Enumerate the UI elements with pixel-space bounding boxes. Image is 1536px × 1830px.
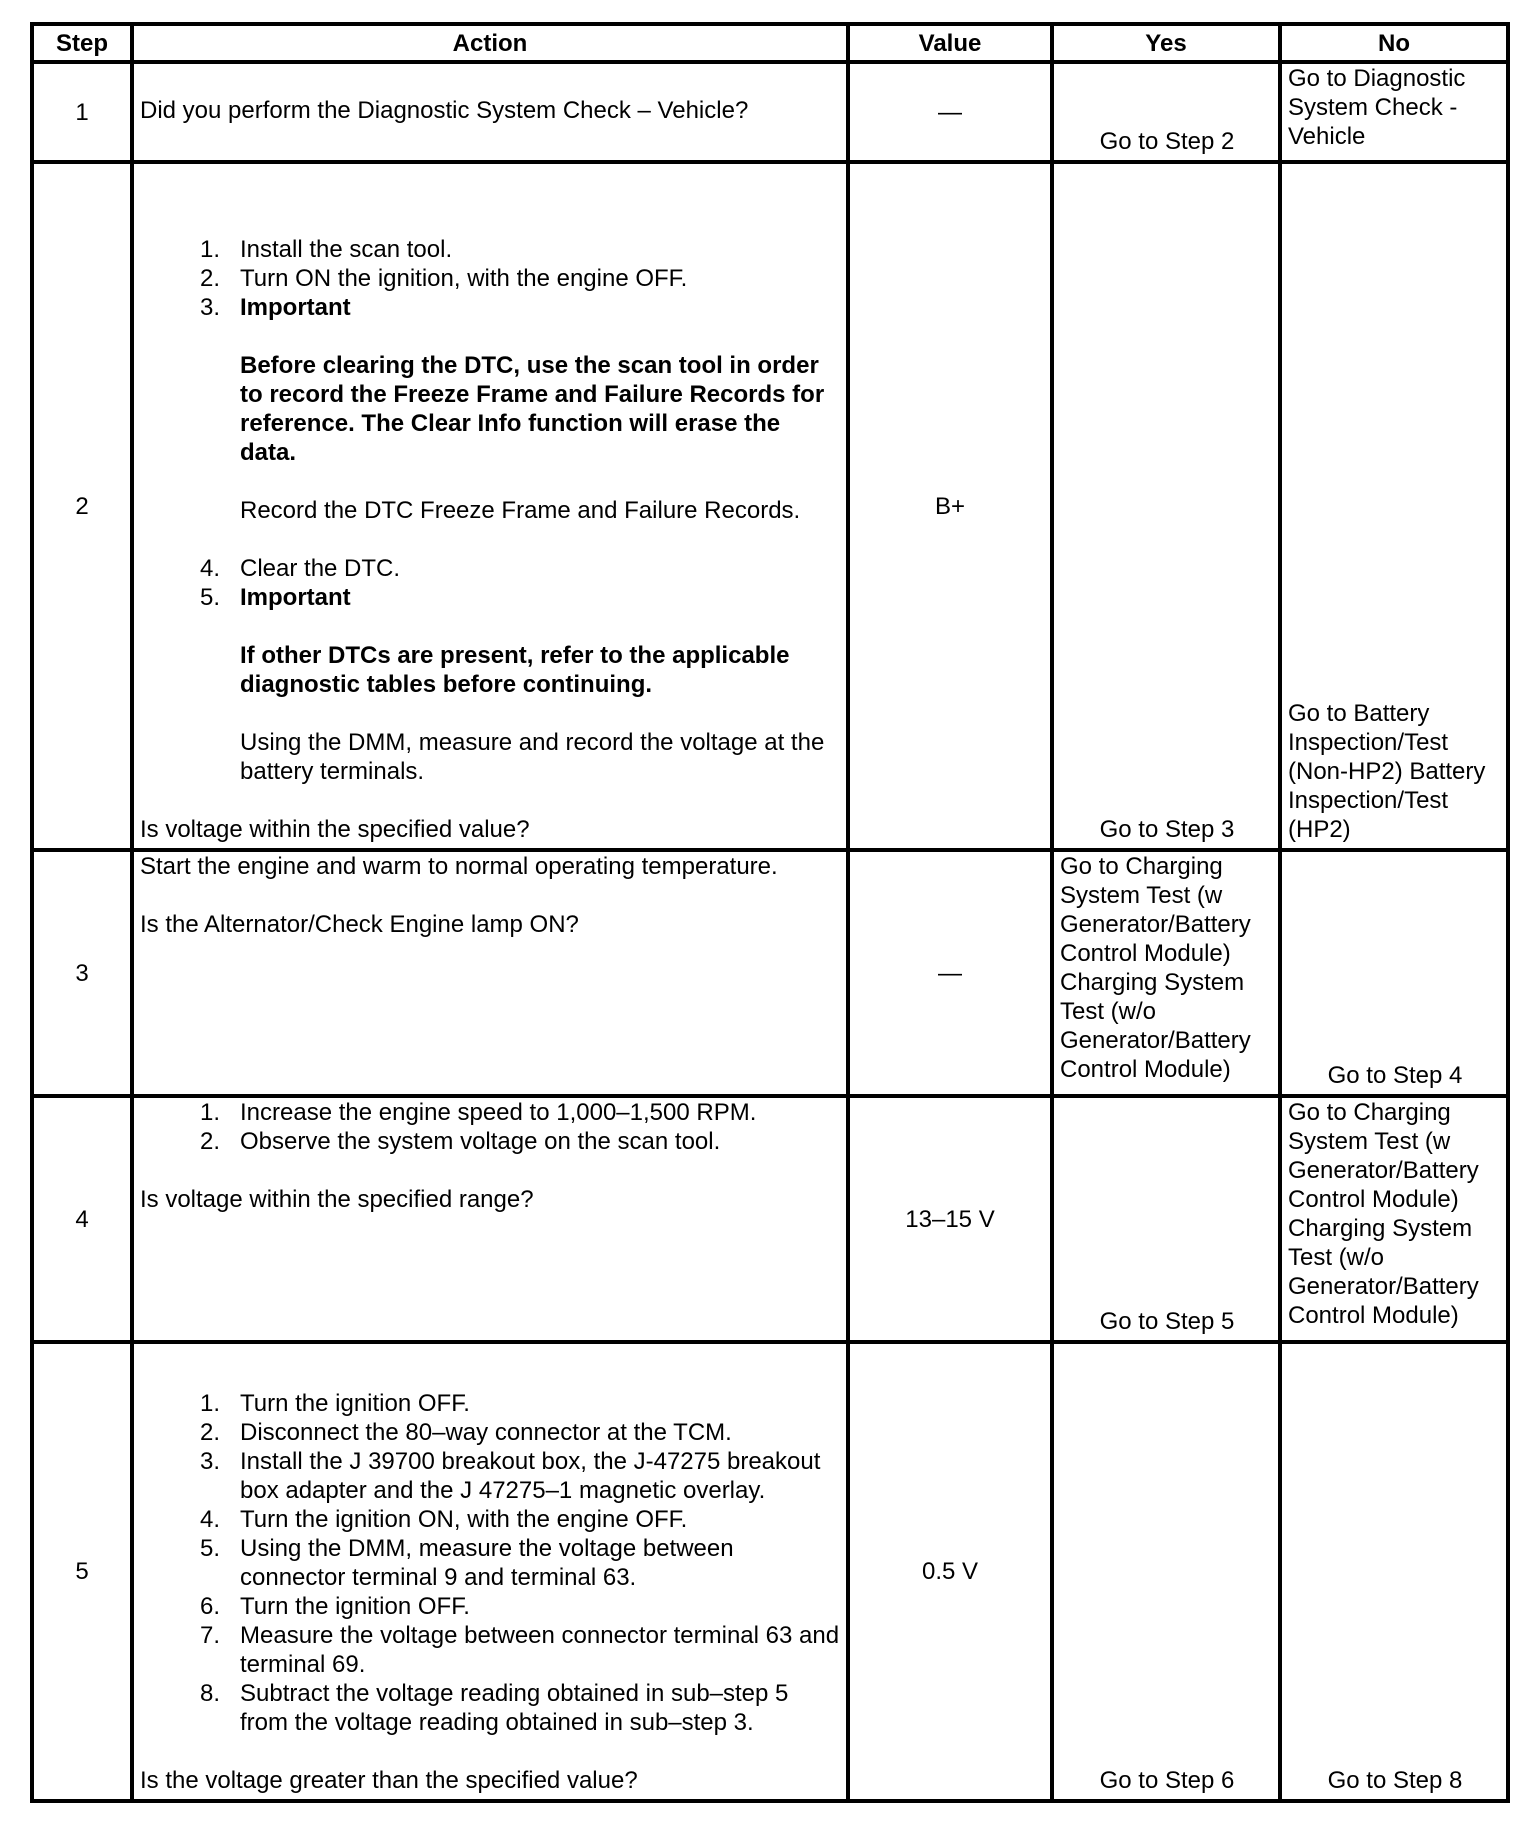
instruction-note: Record the DTC Freeze Frame and Failure Records. — [240, 497, 801, 524]
list-item: 2. Observe the system voltage on the scan tool. — [199, 1128, 721, 1155]
value-cell: — — [850, 64, 1054, 164]
action-list — [140, 1098, 842, 1156]
no-cell: Go to Step 4 — [1282, 852, 1510, 1098]
action-question: Is the voltage greater than the specified value? — [140, 1767, 638, 1794]
value-cell: — — [850, 852, 1054, 1098]
yes-cell: Go to Charging System Test (w Generator/Battery Control Module) Charging System Test (w/o Generator/Battery Control Module) — [1054, 852, 1282, 1098]
header-step: Step — [34, 26, 134, 64]
action-list — [140, 235, 842, 322]
list-item: 2. Turn ON the ignition, with the engine OFF. — [199, 265, 688, 292]
list-item: 8. Subtract the voltage reading obtained in sub–step 5 from the voltage reading obtained in sub–step 3. — [199, 1680, 789, 1736]
no-cell: Go to Battery Inspection/Test (Non-HP2) Battery Inspection/Test (HP2) — [1282, 164, 1510, 852]
yes-cell: Go to Step 2 — [1054, 64, 1282, 164]
table-row-step-5 — [34, 1344, 1510, 1803]
step-number: 3 — [34, 852, 134, 1098]
table-row-step-1 — [34, 64, 1510, 164]
value-cell: 13–15 V — [850, 1098, 1054, 1344]
no-cell: Go to Charging System Test (w Generator/Battery Control Module) Charging System Test (w/o Generator/Battery Control Module) — [1282, 1098, 1510, 1344]
action-cell — [134, 1098, 850, 1344]
list-item: 1. Install the scan tool. — [199, 236, 453, 263]
list-item: 3. Important — [199, 294, 351, 321]
list-item: 5. Using the DMM, measure the voltage between connector terminal 9 and terminal 63. — [199, 1535, 734, 1591]
table-row-step-4 — [34, 1098, 1510, 1344]
diagnostic-table — [30, 22, 1510, 1803]
table-row-step-3 — [34, 852, 1510, 1098]
list-item: 4. Clear the DTC. — [199, 555, 401, 582]
action-list — [140, 554, 842, 612]
list-item: 4. Turn the ignition ON, with the engine OFF. — [199, 1506, 688, 1533]
action-list — [140, 1389, 842, 1737]
yes-cell: Go to Step 3 — [1054, 164, 1282, 852]
action-cell — [134, 852, 850, 1098]
value-cell: B+ — [850, 164, 1054, 852]
list-item: 3. Install the J 39700 breakout box, the J-47275 breakout box adapter and the J 47275–1 magnetic overlay. — [199, 1448, 821, 1504]
step-number: 4 — [34, 1098, 134, 1344]
step-number: 2 — [34, 164, 134, 852]
header-no: No — [1282, 26, 1510, 64]
action-question: Did you perform the Diagnostic System Check – Vehicle? — [140, 96, 749, 124]
list-item: 7. Measure the voltage between connector terminal 63 and terminal 69. — [199, 1622, 840, 1678]
action-cell — [134, 1344, 850, 1803]
list-item: 5. Important — [199, 584, 351, 611]
important-note: If other DTCs are present, refer to the applicable diagnostic tables before continuing. — [240, 642, 790, 698]
list-item: 1. Turn the ignition OFF. — [199, 1390, 470, 1417]
no-cell: Go to Diagnostic System Check - Vehicle — [1282, 64, 1510, 164]
list-item: 1. Increase the engine speed to 1,000–1,500 RPM. — [199, 1099, 757, 1126]
step-number: 5 — [34, 1344, 134, 1803]
important-note: Before clearing the DTC, use the scan tool in order to record the Freeze Frame and Failure Records for reference. The Clear Info function will erase the data. — [240, 352, 825, 466]
no-cell: Go to Step 8 — [1282, 1344, 1510, 1803]
action-question: Is voltage within the specified range? — [140, 1186, 534, 1213]
header-yes: Yes — [1054, 26, 1282, 64]
action-question: Is voltage within the specified value? — [140, 816, 530, 843]
action-question: Is the Alternator/Check Engine lamp ON? — [140, 911, 579, 938]
header-value: Value — [850, 26, 1054, 64]
yes-cell: Go to Step 5 — [1054, 1098, 1282, 1344]
table-row-step-2 — [34, 164, 1510, 852]
instruction-note: Using the DMM, measure and record the voltage at the battery terminals. — [240, 729, 825, 785]
list-item: 6. Turn the ignition OFF. — [199, 1593, 470, 1620]
action-cell — [134, 64, 850, 164]
step-number: 1 — [34, 64, 134, 164]
action-cell — [134, 164, 850, 852]
action-text: Start the engine and warm to normal operating temperature. — [140, 853, 778, 880]
list-item: 2. Disconnect the 80–way connector at the TCM. — [199, 1419, 732, 1446]
header-row — [34, 26, 1510, 64]
yes-cell: Go to Step 6 — [1054, 1344, 1282, 1803]
value-cell: 0.5 V — [850, 1344, 1054, 1803]
header-action: Action — [134, 26, 850, 64]
